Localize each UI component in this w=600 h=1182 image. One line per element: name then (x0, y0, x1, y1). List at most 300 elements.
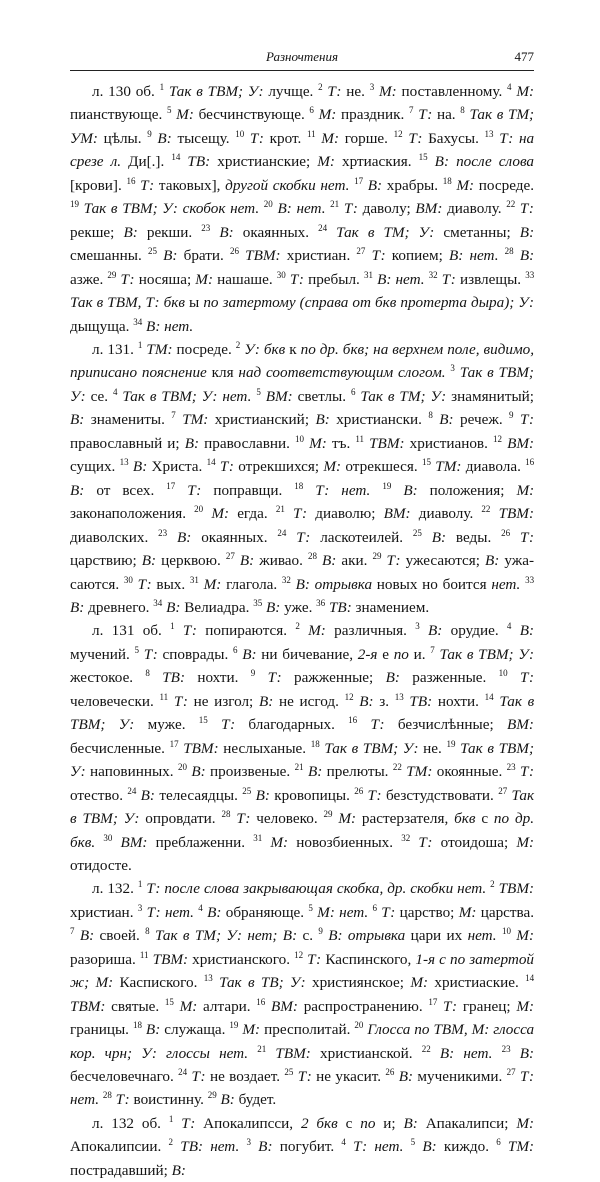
variant-reading: знамянитый; (451, 387, 535, 405)
siglum-or-editorial-note: бкв (454, 810, 476, 828)
variant-reading: благодарных. (248, 716, 335, 734)
siglum-or-editorial-note: 2-я (357, 645, 378, 663)
variant-reading: нохти. (437, 692, 479, 710)
variant-reading: положения; (429, 481, 505, 499)
footnote-number: 22 (392, 762, 402, 773)
variant-reading: кровопицы. (274, 786, 350, 804)
siglum-or-editorial-note: Так в ТВМ; У: (168, 83, 264, 100)
siglum-or-editorial-note: М: (516, 83, 535, 100)
variant-reading: опровдати. (145, 810, 216, 828)
footnote-number: 24 (178, 1067, 188, 1078)
footnote-number: 32 (428, 269, 438, 280)
siglum-or-editorial-note: Так в ТВМ; У: (324, 739, 419, 757)
footnote-number: 6 (309, 105, 314, 116)
siglum-or-editorial-note: Т: (140, 176, 155, 194)
footnote-number: 17 (166, 480, 176, 491)
siglum-or-editorial-note: над соответствующим слогом. (238, 364, 446, 382)
variant-reading: ужесаются; (405, 552, 480, 570)
siglum-or-editorial-note: В: нет. (146, 317, 194, 335)
variant-reading: пресполитай. (264, 1021, 351, 1039)
footnote-number: 19 (70, 199, 79, 210)
variant-reading: человеко. (256, 810, 318, 828)
variant-notes (70, 622, 534, 874)
footnote-number: 16 (525, 457, 535, 468)
variant-reading: окаянных. (242, 223, 310, 241)
variant-reading: окаянных. (201, 528, 268, 546)
siglum-or-editorial-note: М: (516, 833, 535, 851)
variant-reading: распространению. (303, 997, 423, 1015)
siglum-or-editorial-note: Т: (441, 270, 456, 288)
siglum-or-editorial-note: Т: (327, 83, 342, 100)
variant-reading: Велиадра. (184, 598, 250, 616)
footnote-number: 13 (394, 691, 404, 702)
siglum-or-editorial-note: ВМ: (415, 200, 443, 218)
variant-reading: пребыл. (308, 270, 360, 288)
footnote-number: 9 (250, 668, 256, 679)
footnote-number: 9 (147, 128, 152, 139)
siglum-or-editorial-note: Т: нет. (353, 1138, 404, 1156)
variant-reading: христианской. (320, 1044, 413, 1062)
footnote-number: 3 (246, 1137, 251, 1148)
footnote-number: 15 (418, 152, 428, 163)
siglum-or-editorial-note: М: (176, 106, 194, 124)
footnote-number: 3 (137, 902, 143, 913)
variant-reading: служаща. (164, 1021, 226, 1039)
siglum-or-editorial-note: М: (321, 129, 340, 147)
footnote-number: 20 (354, 1020, 364, 1031)
variant-reading: бесчисленные. (70, 739, 165, 757)
siglum-or-editorial-note: В: (403, 1114, 418, 1132)
siglum-or-editorial-note: Т: (343, 200, 358, 218)
variant-reading: извлещы. (459, 270, 522, 288)
siglum-or-editorial-note: М: (308, 622, 326, 640)
variant-reading: православный и; (70, 434, 180, 452)
footnote-number: 12 (493, 433, 502, 444)
siglum-or-editorial-note: М: (516, 997, 535, 1015)
siglum-or-editorial-note: В: (519, 247, 535, 265)
variant-reading: ужасаются. (70, 552, 535, 593)
siglum-or-editorial-note: В: нет. (277, 200, 326, 218)
footnote-number: 8 (428, 410, 433, 421)
siglum-or-editorial-note: Т: (367, 786, 382, 804)
footnote-number: 28 (102, 1090, 112, 1101)
variant-reading: крот. (269, 129, 302, 147)
siglum-or-editorial-note: В: (315, 411, 330, 429)
siglum-or-editorial-note: В: (141, 552, 157, 570)
variant-reading: Бахусы. (428, 129, 479, 147)
footnote-number: 23 (506, 762, 516, 773)
variant-reading: праздник. (340, 106, 405, 124)
variant-reading: царство; (399, 903, 455, 921)
variant-reading: и; (383, 1114, 396, 1132)
footnote-number: 24 (318, 222, 328, 233)
siglum-or-editorial-note: ВМ: (271, 997, 298, 1015)
footnote-number: 23 (501, 1043, 511, 1054)
footnote-number: 13 (203, 973, 213, 984)
siglum-or-editorial-note: М: (317, 153, 335, 171)
footnote-number: 6 (372, 902, 377, 913)
siglum-or-editorial-note: Так в ТМ; У: (336, 223, 435, 241)
siglum-or-editorial-note: В: (258, 692, 274, 710)
variant-reading: не. (423, 739, 442, 757)
siglum-or-editorial-note: М: (211, 505, 230, 523)
variant-reading: [крови]. (70, 176, 122, 194)
siglum-or-editorial-note: В: (519, 223, 535, 241)
variant-reading: ласкотеилей. (320, 528, 403, 546)
variant-reading: нашаше. (217, 270, 273, 288)
variant-reading: не изгол; (193, 692, 254, 710)
variant-reading: ы (189, 294, 200, 312)
siglum-or-editorial-note: В: (242, 645, 257, 663)
footnote-number: 25 (284, 1067, 294, 1078)
variant-reading: светлы. (297, 387, 347, 405)
footnote-number: 8 (145, 926, 150, 937)
footnote-number: 25 (147, 246, 157, 257)
footnote-number: 4 (198, 902, 203, 913)
siglum-or-editorial-note: М: (318, 106, 337, 124)
variant-reading: не укасит. (316, 1068, 382, 1086)
footnote-number: 11 (306, 128, 316, 139)
footnote-number: 33 (525, 269, 535, 280)
siglum-or-editorial-note: В: (367, 176, 383, 194)
variant-reading: Христа. (151, 458, 203, 476)
footnote-number: 15 (421, 457, 431, 468)
variant-reading: безстудствовати. (385, 786, 494, 804)
siglum-or-editorial-note: ТВМ: (152, 950, 189, 968)
footnote-number: 1 (159, 82, 165, 92)
footnote-number: 18 (310, 738, 320, 749)
footnote-number: 19 (229, 1020, 239, 1031)
siglum-or-editorial-note: В: (322, 552, 337, 570)
footnote-number: 2 (295, 621, 300, 632)
footnote-number: 13 (119, 457, 129, 468)
variant-reading: Ди[.]. (128, 153, 165, 171)
variant-reading: муже. (147, 716, 186, 734)
variant-reading: кля (211, 364, 234, 382)
footnote-number: 22 (481, 504, 491, 515)
footnote-number: 1 (137, 339, 143, 350)
siglum-or-editorial-note: Так в ТВМ; У: (70, 739, 535, 781)
siglum-or-editorial-note: по затертому (справа от бкв протерта дыра); У: (203, 294, 535, 312)
variant-reading: сущих. (70, 458, 116, 476)
header-rule (70, 70, 534, 71)
siglum-or-editorial-note: Т: (519, 200, 534, 218)
variant-reading: разженные. (412, 669, 487, 687)
footnote-number: 3 (415, 621, 420, 632)
footnote-number: 8 (145, 668, 150, 679)
siglum-or-editorial-note: Т: (191, 1068, 206, 1086)
variant-reading: мученикими. (417, 1068, 503, 1086)
footnote-number: 34 (133, 316, 143, 327)
siglum-or-editorial-note: В: (266, 598, 281, 616)
siglum-or-editorial-note: Т: (115, 1091, 130, 1109)
variant-reading: православни. (204, 434, 290, 452)
footnote-number: 16 (348, 715, 358, 726)
siglum-or-editorial-note: ТМ: (146, 340, 173, 358)
footnote-number: 21 (294, 762, 304, 773)
footnote-number: 34 (153, 597, 163, 608)
variant-reading: не. (346, 83, 365, 100)
footnote-number: 30 (276, 269, 286, 280)
siglum-or-editorial-note: В: (177, 528, 192, 546)
variant-reading: с (481, 810, 489, 828)
footnote-number: 12 (344, 691, 354, 702)
variant-reading: лучще. (268, 83, 314, 100)
siglum-or-editorial-note: Т: (408, 129, 423, 147)
siglum-or-editorial-note: Так в ТВМ; У: (70, 364, 534, 405)
siglum-or-editorial-note: М: нет. (317, 903, 369, 921)
siglum-or-editorial-note: Так в ТВМ, Т: бкв (70, 294, 185, 312)
footnote-number: 15 (164, 996, 174, 1007)
siglum-or-editorial-note: 1-я с по затертой ж; М: (70, 950, 535, 992)
footnote-number: 17 (169, 738, 179, 749)
footnote-number: 32 (401, 832, 411, 843)
siglum-or-editorial-note: М: (203, 575, 222, 593)
variant-reading: окоянные. (436, 763, 503, 781)
siglum-or-editorial-note: Т: (143, 645, 158, 663)
siglum-or-editorial-note: В: (171, 1161, 186, 1179)
siglum-or-editorial-note: В: (123, 223, 138, 241)
siglum-or-editorial-note: В: (132, 458, 148, 476)
footnote-number: 5 (167, 105, 172, 116)
footnote-number: 18 (294, 480, 304, 491)
variant-reading: алтари. (203, 997, 251, 1015)
siglum-or-editorial-note: другой скобки нет. (225, 176, 350, 194)
variant-reading: воистинну. (133, 1091, 204, 1109)
variant-reading: христианские; (217, 153, 311, 171)
footnote-number: 14 (206, 457, 216, 468)
footnote-number: 16 (126, 175, 136, 186)
running-title: Разночтения (266, 49, 338, 64)
footnote-number: 26 (385, 1067, 395, 1078)
variant-reading: споврады. (162, 645, 229, 663)
siglum-or-editorial-note: В: (359, 692, 374, 710)
variant-reading: Апокалипсии. (70, 1138, 162, 1156)
variant-reading: посреде. (478, 176, 535, 194)
variant-reading: отество. (70, 786, 123, 804)
footnote-number: 22 (421, 1043, 431, 1054)
variant-reading: се. (90, 387, 109, 405)
footnote-number: 7 (409, 105, 414, 116)
siglum-or-editorial-note: В: (79, 927, 95, 945)
footnote-number: 12 (393, 128, 403, 139)
siglum-or-editorial-note: Так в ТВМ; У: (70, 786, 535, 828)
siglum-or-editorial-note: Т: (520, 763, 535, 781)
leaf-reference: л. 132 об. (92, 1114, 161, 1132)
variant-reading: брати. (183, 247, 224, 265)
siglum-or-editorial-note: В: (220, 1091, 235, 1109)
footnote-number: 5 (308, 902, 313, 913)
siglum-or-editorial-note: Т: (371, 247, 386, 265)
siglum-or-editorial-note: ТВ: (328, 598, 352, 616)
variant-reading: царства. (480, 903, 535, 921)
footnote-number: 29 (372, 551, 382, 562)
variant-reading: тысещу. (177, 129, 230, 147)
footnote-number: 19 (382, 480, 392, 491)
variant-reading: отрекшеся. (345, 458, 418, 476)
siglum-or-editorial-note: 2 бкв (300, 1114, 338, 1132)
variant-reading: знамением. (355, 598, 430, 616)
siglum-or-editorial-note: М: (458, 903, 477, 921)
variant-reading: бесчинствующе. (198, 106, 305, 124)
footnote-number: 12 (294, 949, 304, 960)
variant-notes (70, 880, 534, 1108)
siglum-or-editorial-note: Т: (307, 950, 322, 968)
siglum-or-editorial-note: В: (398, 1068, 414, 1086)
footnote-number: 18 (442, 175, 452, 186)
variant-reading: отрекшихся; (238, 458, 320, 476)
footnote-number: 30 (123, 574, 133, 585)
variant-reading: жестокое. (70, 669, 134, 687)
siglum-or-editorial-note: В: (403, 481, 418, 499)
variant-reading: речеж. (460, 411, 503, 429)
footnote-number: 2 (235, 339, 241, 350)
variant-reading: Апокалипсси, (203, 1114, 294, 1132)
siglum-or-editorial-note: М: (242, 1021, 261, 1039)
siglum-or-editorial-note: Так в ТМ; УМ: (70, 106, 535, 147)
leaf-paragraph (70, 619, 534, 877)
siglum-or-editorial-note: Т: (296, 528, 311, 546)
siglum-or-editorial-note: по др. бкв; на верхнем поле, видимо, приписано пояснение (70, 340, 535, 382)
siglum-or-editorial-note: М: (338, 810, 357, 828)
variant-reading: ражженные; (293, 669, 374, 687)
siglum-or-editorial-note: М: (456, 176, 475, 194)
variant-reading: к (289, 340, 297, 358)
siglum-or-editorial-note: ТВ: (187, 153, 211, 171)
siglum-or-editorial-note: М: (195, 270, 214, 288)
footnote-number: 28 (221, 809, 231, 820)
siglum-or-editorial-note: Т: (267, 669, 282, 687)
variant-reading: христиански. (336, 411, 422, 429)
siglum-or-editorial-note: В: (255, 786, 270, 804)
variant-reading: живао. (259, 552, 303, 570)
siglum-or-editorial-note: В: (70, 481, 85, 499)
variant-reading: е (382, 645, 389, 663)
variant-reading: обраняюще. (225, 903, 305, 921)
footnote-number: 6 (350, 386, 356, 397)
leaf-paragraph (70, 80, 534, 338)
footnote-number: 27 (356, 246, 366, 257)
variant-reading: горше. (344, 129, 388, 147)
footnote-number: 35 (253, 597, 263, 608)
footnote-number: 8 (460, 105, 465, 116)
siglum-or-editorial-note: ТВМ: (498, 880, 535, 898)
siglum-or-editorial-note: В: (166, 598, 181, 616)
variant-reading: пострадавший; (70, 1161, 168, 1179)
siglum-or-editorial-note: ТМ: (406, 763, 433, 781)
variant-notes (70, 83, 534, 335)
siglum-or-editorial-note: Так в ТВМ; У: (439, 645, 535, 663)
footnote-number: 23 (201, 222, 211, 233)
leaf-paragraph (70, 1112, 534, 1182)
footnote-number: 20 (263, 199, 273, 210)
variant-reading: и. (413, 645, 426, 663)
siglum-or-editorial-note: В: (385, 669, 400, 687)
siglum-or-editorial-note: В: (207, 903, 222, 921)
variant-reading: отидосте. (70, 856, 132, 874)
variant-reading: христианский; (214, 411, 310, 429)
siglum-or-editorial-note: Т: (418, 833, 433, 851)
footnote-number: 10 (501, 926, 511, 937)
variant-reading: орудие. (450, 622, 499, 640)
variant-reading: границы. (70, 1021, 129, 1039)
siglum-or-editorial-note: В: (157, 129, 172, 147)
variant-reading: от всех. (96, 481, 155, 499)
footnote-number: 4 (112, 386, 118, 397)
variant-reading: хртиаския. (342, 153, 412, 171)
siglum-or-editorial-note: ВМ: (265, 387, 293, 405)
siglum-or-editorial-note: В: (219, 223, 234, 241)
variant-reading: дыщуща. (70, 317, 130, 335)
variant-reading: азже. (70, 270, 104, 288)
siglum-or-editorial-note: М: (516, 1114, 535, 1132)
siglum-or-editorial-note: В: нет. (448, 247, 499, 265)
siglum-or-editorial-note: ТВ: нет. (180, 1138, 240, 1156)
footnote-number: 4 (341, 1137, 346, 1148)
siglum-or-editorial-note: В: (70, 598, 85, 616)
siglum-or-editorial-note: М: (270, 833, 289, 851)
footnote-number: 17 (354, 175, 364, 186)
siglum-or-editorial-note: В: (307, 763, 323, 781)
variant-reading: человечески. (70, 692, 154, 710)
variant-reading: древнего. (88, 598, 150, 616)
siglum-or-editorial-note: М: (179, 997, 198, 1015)
siglum-or-editorial-note: В: отрывка (328, 927, 406, 945)
variant-reading: церквою. (161, 552, 221, 570)
footnote-number: 15 (198, 715, 208, 726)
siglum-or-editorial-note: В: (427, 622, 443, 640)
variant-reading: рекши. (146, 223, 193, 241)
footnote-number: 23 (158, 527, 168, 538)
siglum-or-editorial-note: М: (379, 83, 397, 100)
siglum-or-editorial-note: У: бкв (244, 340, 286, 358)
variant-reading: сметанны; (443, 223, 511, 241)
siglum-or-editorial-note: В: (519, 622, 535, 640)
siglum-or-editorial-note: ТВ: (409, 692, 433, 710)
variant-reading: растерзателя, (361, 810, 449, 828)
variant-reading: цари их (410, 927, 463, 945)
siglum-or-editorial-note: ТМ: (507, 1138, 535, 1156)
footnote-number: 25 (242, 785, 252, 796)
siglum-or-editorial-note: В: (485, 552, 500, 570)
footnote-number: 13 (484, 128, 494, 139)
siglum-or-editorial-note: Т: (173, 692, 188, 710)
siglum-or-editorial-note: В: (519, 1044, 535, 1062)
footnote-number: 3 (450, 363, 455, 374)
variant-reading: святые. (111, 997, 160, 1015)
siglum-or-editorial-note: В: (431, 528, 447, 546)
variant-reading: не исгод. (278, 692, 339, 710)
page-number: 477 (514, 49, 534, 64)
footnote-number: 5 (410, 1137, 416, 1148)
siglum-or-editorial-note: по др. бкв. (70, 810, 535, 851)
variant-reading: отоидоша; (440, 833, 509, 851)
siglum-or-editorial-note: ТВМ: (245, 247, 281, 265)
siglum-or-editorial-note: Так в ТМ; У: (360, 387, 447, 405)
footnote-number: 9 (509, 410, 514, 421)
footnote-number: 2 (168, 1137, 174, 1148)
variant-reading: посреде. (176, 340, 232, 358)
siglum-or-editorial-note: Т: на срезе л. (70, 129, 535, 171)
siglum-or-editorial-note: Т: (289, 270, 304, 288)
siglum-or-editorial-note: Т: нет. (70, 1068, 535, 1109)
variant-reading: таковых], (158, 176, 221, 194)
siglum-or-editorial-note: Т: нет. (146, 903, 194, 921)
footnote-number: 2 (318, 82, 323, 92)
siglum-or-editorial-note: Т: нет. (315, 481, 371, 499)
variant-reading: уже. (284, 598, 313, 616)
siglum-or-editorial-note: В: (163, 247, 178, 265)
